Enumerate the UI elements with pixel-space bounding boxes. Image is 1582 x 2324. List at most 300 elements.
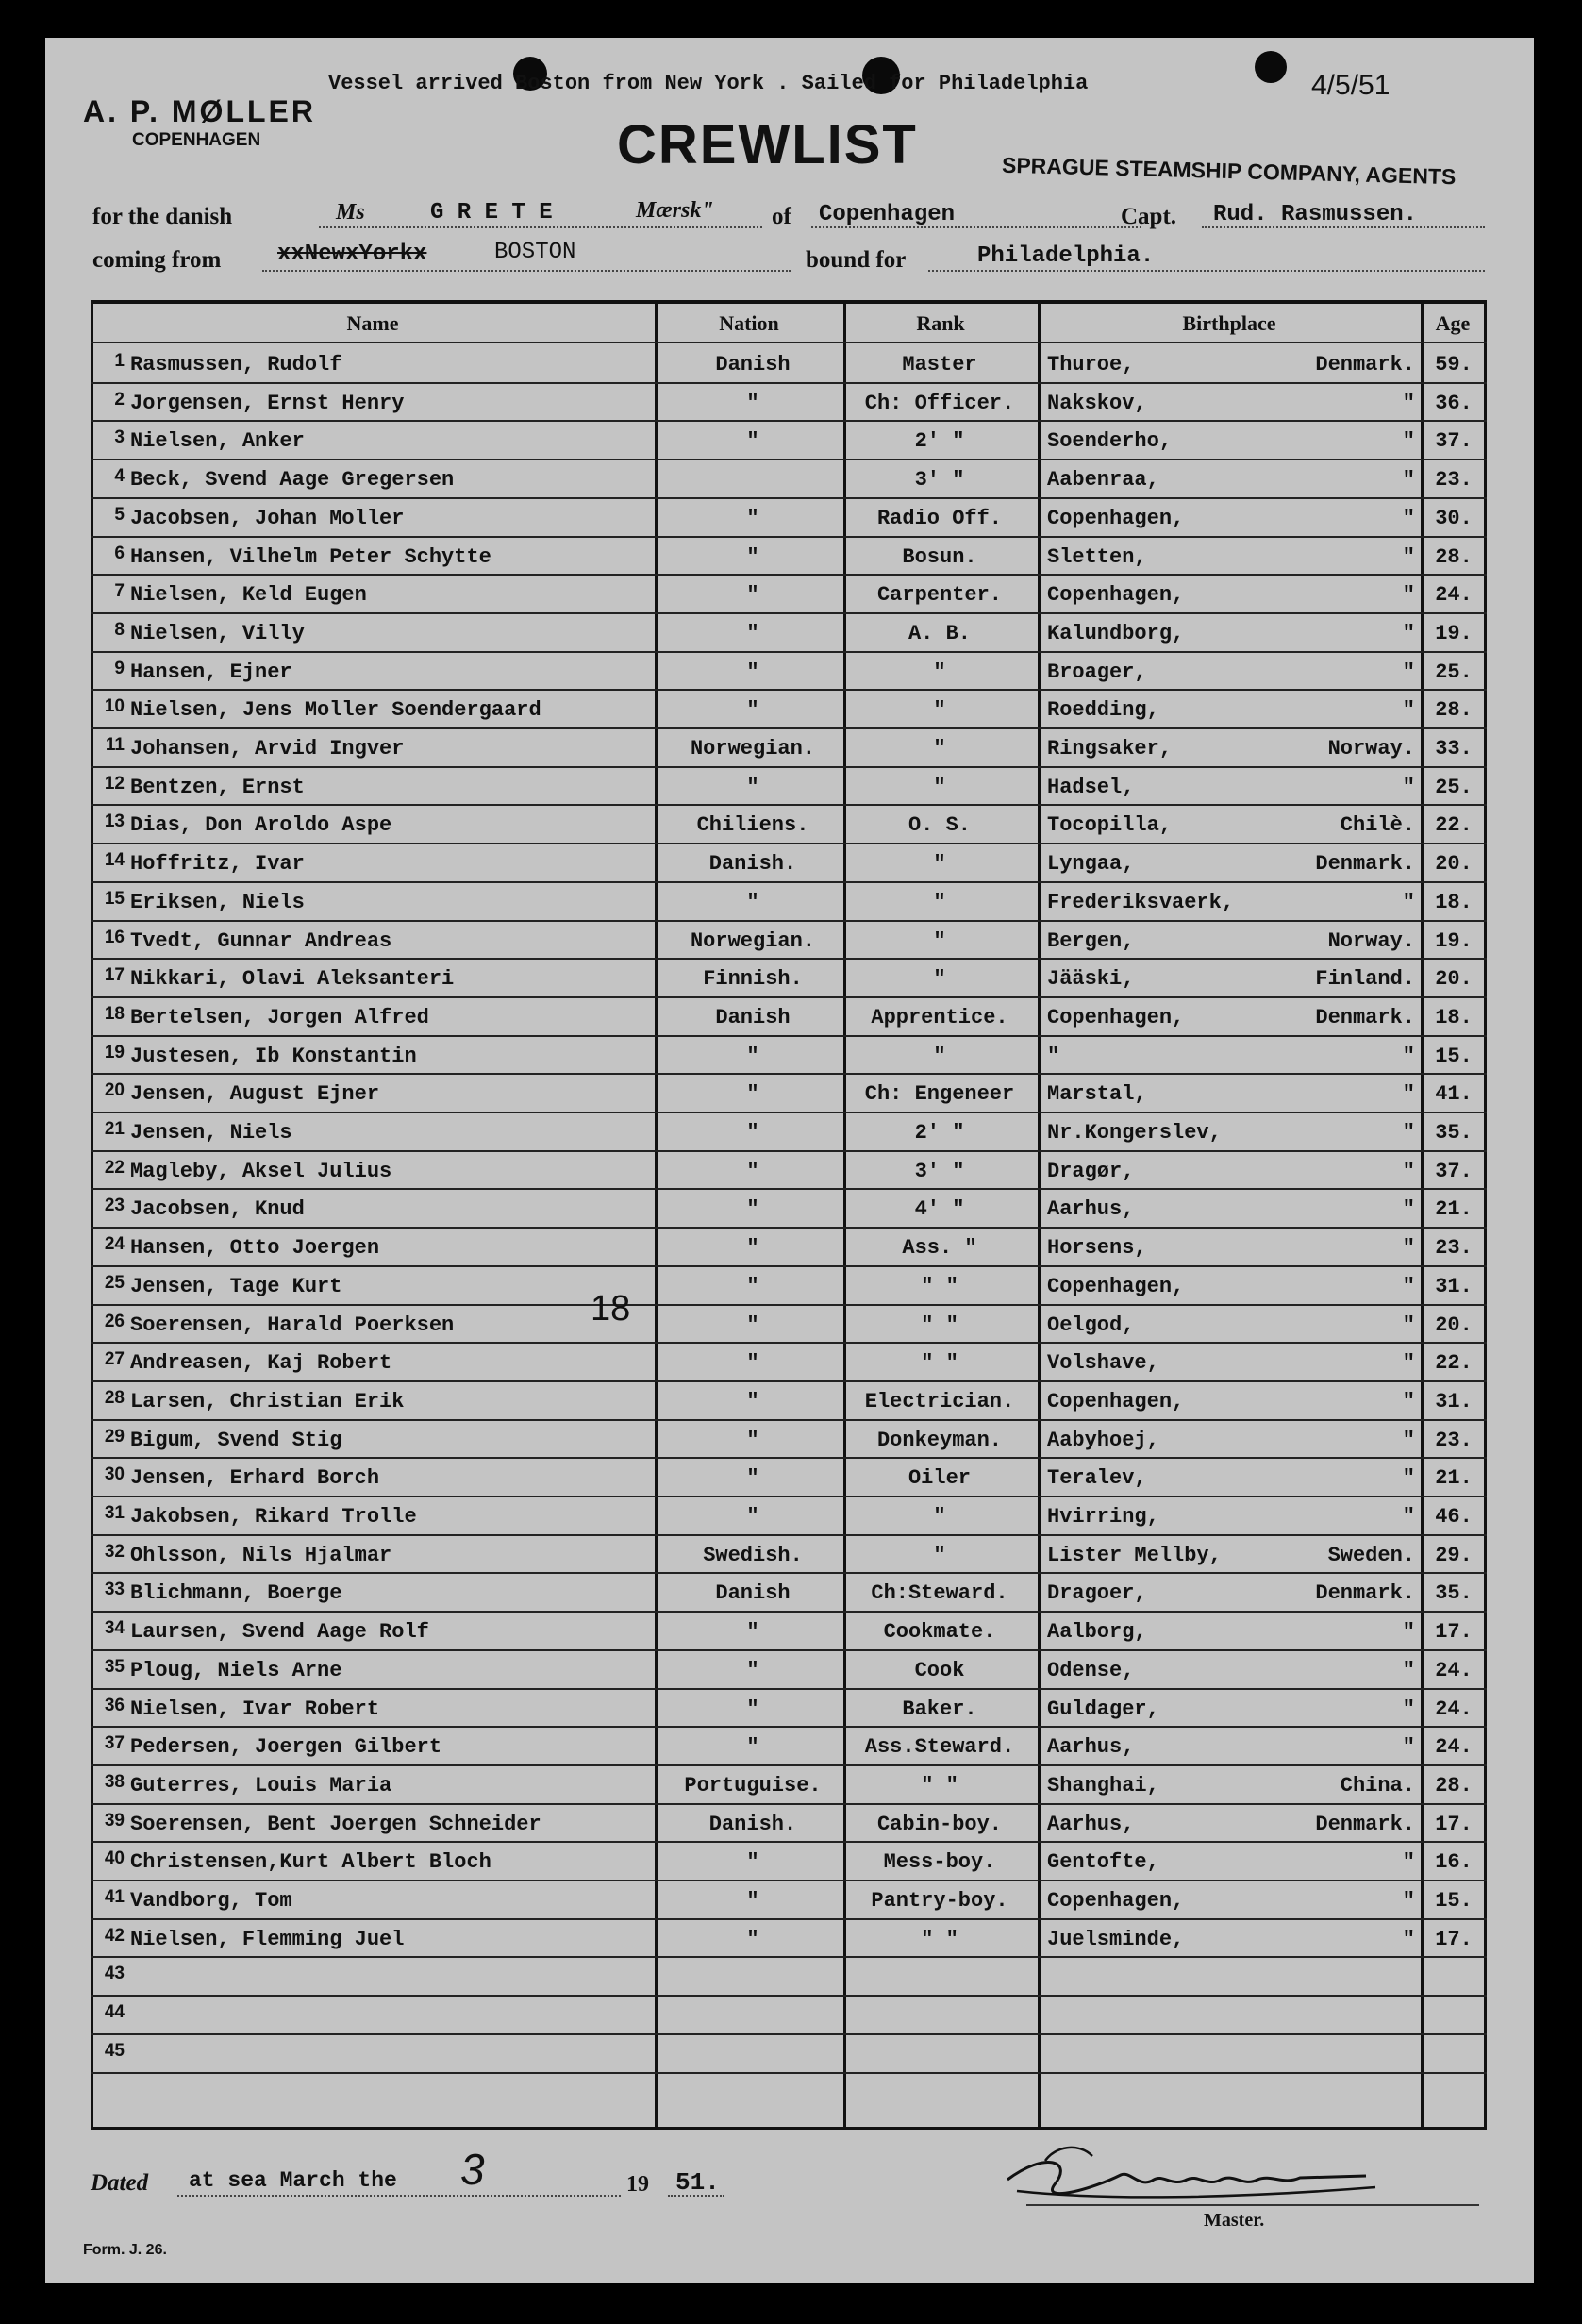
row-rule bbox=[91, 1112, 1487, 1113]
dated-label: Dated bbox=[91, 2170, 149, 2196]
crew-name: Bertelsen, Jorgen Alfred bbox=[130, 1005, 429, 1029]
crew-age: 24. bbox=[1435, 583, 1473, 608]
row-number: 39 bbox=[104, 1810, 125, 1831]
row-rule bbox=[91, 1764, 1487, 1766]
row-rule bbox=[91, 1803, 1487, 1805]
bound-for-underline bbox=[928, 270, 1485, 272]
row-number: 10 bbox=[104, 696, 125, 717]
crew-rank: " bbox=[933, 852, 946, 877]
crew-age: 29. bbox=[1435, 1543, 1473, 1567]
row-rule bbox=[91, 574, 1487, 576]
crew-nation: " bbox=[746, 698, 759, 723]
crew-birth-country: " bbox=[1402, 429, 1415, 454]
crew-rank: Cabin-boy. bbox=[876, 1812, 1003, 1836]
crew-nation: Danish. bbox=[708, 1812, 797, 1836]
row-number: 35 bbox=[104, 1656, 125, 1677]
crew-rank: " bbox=[933, 775, 946, 799]
crew-birth-country: Norway. bbox=[1327, 737, 1415, 761]
ship-name: G R E T E bbox=[430, 200, 553, 226]
crew-name: Ohlsson, Nils Hjalmar bbox=[130, 1543, 392, 1567]
crew-nation: " bbox=[746, 1082, 759, 1107]
crew-age: 46. bbox=[1435, 1505, 1473, 1529]
crew-nation: " bbox=[746, 429, 759, 454]
crew-rank: Electrician. bbox=[864, 1389, 1015, 1413]
crew-rank: " bbox=[933, 1505, 946, 1529]
crew-birth-town: Aarhus, bbox=[1047, 1197, 1135, 1222]
row-rule bbox=[91, 459, 1487, 460]
crew-rank: " bbox=[933, 660, 946, 684]
crew-birth-town: Marstal, bbox=[1047, 1082, 1147, 1107]
crew-nation: " bbox=[746, 1389, 759, 1413]
row-rule bbox=[91, 1611, 1487, 1613]
crew-rank: " bbox=[933, 698, 946, 723]
row-number: 34 bbox=[104, 1618, 125, 1639]
row-number: 6 bbox=[114, 543, 125, 563]
of-label: of bbox=[772, 204, 791, 229]
crew-nation: " bbox=[746, 890, 759, 914]
crew-rank: " bbox=[933, 967, 946, 992]
bound-for-port: Philadelphia. bbox=[977, 243, 1155, 269]
crew-name: Soerensen, Bent Joergen Schneider bbox=[130, 1812, 541, 1836]
crew-nation: " bbox=[746, 660, 759, 684]
crew-age: 37. bbox=[1435, 1159, 1473, 1183]
row-rule bbox=[91, 651, 1487, 653]
crew-birth-town: Aabyhoej, bbox=[1047, 1428, 1159, 1452]
row-rule bbox=[91, 1496, 1487, 1497]
crew-birth-town: Dragoer, bbox=[1047, 1581, 1147, 1606]
crew-nation: " bbox=[746, 391, 759, 415]
crew-rank: " " bbox=[921, 1927, 958, 1951]
crew-name: Nikkari, Olavi Aleksanteri bbox=[130, 967, 455, 992]
crew-rank: 2' " bbox=[914, 1121, 965, 1145]
row-rule bbox=[91, 382, 1487, 384]
crew-birth-town: Tocopilla, bbox=[1047, 813, 1173, 838]
crew-age: 21. bbox=[1435, 1466, 1473, 1491]
crew-rank: " " bbox=[921, 1274, 958, 1298]
year-value: 51. bbox=[675, 2168, 720, 2197]
crew-birth-town: Aabenraa, bbox=[1047, 468, 1159, 493]
agents-stamp: SPRAGUE STEAMSHIP COMPANY, AGENTS bbox=[1001, 152, 1457, 190]
crew-nation: " bbox=[746, 1044, 759, 1068]
crew-birth-town: Jääski, bbox=[1047, 967, 1135, 992]
crew-birth-town: Lister Mellby, bbox=[1047, 1543, 1222, 1567]
row-number: 32 bbox=[104, 1541, 125, 1562]
row-rule bbox=[91, 1188, 1487, 1190]
crew-age: 17. bbox=[1435, 1620, 1473, 1645]
handwritten-date: 4/5/51 bbox=[1311, 70, 1390, 101]
row-rule bbox=[91, 1342, 1487, 1344]
crew-name: Bigum, Svend Stig bbox=[130, 1428, 342, 1452]
row-rule bbox=[91, 612, 1487, 614]
crew-name: Jacobsen, Johan Moller bbox=[130, 506, 405, 530]
column-header-nation: Nation bbox=[719, 311, 779, 335]
crew-list-document bbox=[45, 38, 1534, 2283]
crew-age: 22. bbox=[1435, 1351, 1473, 1376]
crew-age: 23. bbox=[1435, 1236, 1473, 1261]
dated-place: at sea March the bbox=[189, 2168, 397, 2193]
crew-birth-country: " bbox=[1402, 1505, 1415, 1529]
crew-name: Jensen, Niels bbox=[130, 1121, 292, 1145]
crew-rank: A. B. bbox=[908, 621, 971, 645]
crew-birth-town: Copenhagen, bbox=[1047, 506, 1185, 530]
master-label: Master. bbox=[1204, 2210, 1265, 2231]
row-rule bbox=[91, 689, 1487, 691]
crew-age: 31. bbox=[1435, 1389, 1473, 1413]
crew-birth-town: Guldager, bbox=[1047, 1697, 1159, 1721]
crew-age: 16. bbox=[1435, 1850, 1473, 1875]
row-number: 2 bbox=[114, 389, 125, 410]
ship-underline bbox=[319, 226, 762, 228]
crew-name: Nielsen, Keld Eugen bbox=[130, 583, 367, 608]
crew-rank: Ass. " bbox=[902, 1236, 977, 1261]
crew-name: Nielsen, Ivar Robert bbox=[130, 1697, 380, 1721]
crew-birth-town: Aarhus, bbox=[1047, 1812, 1135, 1836]
crew-rank: Ch:Steward. bbox=[871, 1581, 1008, 1606]
row-rule bbox=[91, 1841, 1487, 1843]
ship-name-second: Mærsk" bbox=[636, 198, 714, 223]
dated-underline bbox=[177, 2195, 621, 2197]
row-number: 19 bbox=[104, 1042, 125, 1062]
crew-rank: 4' " bbox=[914, 1197, 965, 1222]
crew-birth-town: Copenhagen, bbox=[1047, 583, 1185, 608]
crew-birth-country: " bbox=[1402, 1197, 1415, 1222]
crew-rank: Oiler bbox=[908, 1466, 971, 1491]
crew-birth-country: Norway. bbox=[1327, 928, 1415, 953]
crew-nation: Portuguise. bbox=[684, 1773, 822, 1797]
crew-age: 23. bbox=[1435, 1428, 1473, 1452]
crew-name: Andreasen, Kaj Robert bbox=[130, 1351, 392, 1376]
row-number: 23 bbox=[104, 1195, 125, 1216]
crew-nation: " bbox=[746, 775, 759, 799]
row-number: 31 bbox=[104, 1503, 125, 1523]
crew-age: 18. bbox=[1435, 890, 1473, 914]
row-rule bbox=[91, 958, 1487, 960]
crew-nation: " bbox=[746, 621, 759, 645]
row-rule bbox=[91, 1534, 1487, 1536]
crew-name: Ploug, Niels Arne bbox=[130, 1658, 342, 1682]
crew-rank: Radio Off. bbox=[876, 506, 1003, 530]
crew-rank: Ass.Steward. bbox=[864, 1735, 1015, 1760]
crew-birth-town: Bergen, bbox=[1047, 928, 1135, 953]
crew-age: 41. bbox=[1435, 1082, 1473, 1107]
row-rule bbox=[91, 1304, 1487, 1306]
row-rule bbox=[91, 1956, 1487, 1958]
crew-nation: Chiliens. bbox=[696, 813, 809, 838]
crew-nation: " bbox=[746, 1236, 759, 1261]
crew-birth-town: Juelsminde, bbox=[1047, 1927, 1185, 1951]
crew-birth-town: Lyngaa, bbox=[1047, 852, 1135, 877]
row-number: 41 bbox=[104, 1887, 125, 1907]
column-header-name: Name bbox=[346, 311, 399, 335]
coming-from-struck: xxNewxYorkx bbox=[277, 242, 427, 267]
crew-name: Jensen, Tage Kurt bbox=[130, 1274, 342, 1298]
crew-birth-country: " bbox=[1402, 1389, 1415, 1413]
crew-birth-country: " bbox=[1402, 890, 1415, 914]
crew-name: Jensen, August Ejner bbox=[130, 1082, 380, 1107]
crew-rank: Pantry-boy. bbox=[871, 1889, 1008, 1913]
crew-name: Jakobsen, Rikard Trolle bbox=[130, 1505, 417, 1529]
crew-name: Nielsen, Anker bbox=[130, 429, 305, 454]
document-title: CREWLIST bbox=[617, 114, 918, 176]
crew-name: Nielsen, Flemming Juel bbox=[130, 1927, 405, 1951]
crew-name: Bentzen, Ernst bbox=[130, 775, 305, 799]
crew-age: 17. bbox=[1435, 1812, 1473, 1836]
crew-birth-country: " bbox=[1402, 1121, 1415, 1145]
crew-name: Jacobsen, Knud bbox=[130, 1197, 305, 1222]
crew-age: 37. bbox=[1435, 429, 1473, 454]
crew-age: 28. bbox=[1435, 1773, 1473, 1797]
crew-age: 28. bbox=[1435, 698, 1473, 723]
company-name: A. P. MØLLER bbox=[83, 94, 316, 128]
row-number: 1 bbox=[114, 351, 125, 371]
crew-birth-town: Kalundborg, bbox=[1047, 621, 1185, 645]
row-rule bbox=[91, 1150, 1487, 1152]
row-rule bbox=[91, 843, 1487, 844]
crew-birth-country: " bbox=[1402, 698, 1415, 723]
row-number: 9 bbox=[114, 658, 125, 678]
row-number: 25 bbox=[104, 1272, 125, 1293]
crew-birth-town: Odense, bbox=[1047, 1658, 1135, 1682]
row-number: 7 bbox=[114, 581, 125, 602]
crew-nation: Danish bbox=[715, 1005, 791, 1029]
crew-nation: " bbox=[746, 1312, 759, 1337]
crew-birth-town: Oelgod, bbox=[1047, 1312, 1135, 1337]
row-rule bbox=[91, 1880, 1487, 1881]
crew-name: Jensen, Erhard Borch bbox=[130, 1466, 380, 1491]
form-number: Form. J. 26. bbox=[83, 2242, 167, 2258]
crew-birth-town: Nakskov, bbox=[1047, 391, 1147, 415]
crew-nation: Danish bbox=[715, 1581, 791, 1606]
crew-name: Pedersen, Joergen Gilbert bbox=[130, 1735, 442, 1760]
row-rule bbox=[91, 1419, 1487, 1421]
crew-rank: O. S. bbox=[908, 813, 971, 838]
row-rule bbox=[91, 2033, 1487, 2035]
crew-age: 25. bbox=[1435, 660, 1473, 684]
row-number: 21 bbox=[104, 1119, 125, 1139]
row-rule bbox=[91, 1265, 1487, 1267]
crew-rank: Cook bbox=[914, 1658, 965, 1682]
crew-name: Hansen, Ejner bbox=[130, 660, 292, 684]
crew-nation: " bbox=[746, 544, 759, 569]
crew-birth-country: Denmark. bbox=[1315, 1812, 1415, 1836]
crew-birth-country: " bbox=[1402, 1159, 1415, 1183]
crew-birth-country: Denmark. bbox=[1315, 1581, 1415, 1606]
crew-nation: " bbox=[746, 1121, 759, 1145]
crew-nation: " bbox=[746, 1658, 759, 1682]
dated-day: 3 bbox=[460, 2145, 485, 2194]
crew-birth-town: Hadsel, bbox=[1047, 775, 1135, 799]
row-rule bbox=[91, 920, 1487, 922]
row-number: 43 bbox=[104, 1964, 125, 1984]
crew-birth-country: " bbox=[1402, 1620, 1415, 1645]
column-divider bbox=[1038, 304, 1041, 2127]
crew-birth-town: Teralev, bbox=[1047, 1466, 1147, 1491]
row-number: 4 bbox=[114, 466, 125, 487]
crew-rank: Bosun. bbox=[902, 544, 977, 569]
crew-birth-town: Sletten, bbox=[1047, 544, 1147, 569]
crew-name: Nielsen, Villy bbox=[130, 621, 305, 645]
crew-age: 25. bbox=[1435, 775, 1473, 799]
crew-birth-country: Chilè. bbox=[1340, 813, 1415, 838]
crew-rank: Apprentice. bbox=[871, 1005, 1008, 1029]
crew-age: 36. bbox=[1435, 391, 1473, 415]
crew-nation: Danish bbox=[715, 353, 791, 376]
crew-name: Justesen, Ib Konstantin bbox=[130, 1044, 417, 1068]
row-number: 42 bbox=[104, 1925, 125, 1946]
crew-birth-country: " bbox=[1402, 1082, 1415, 1107]
crew-birth-town: Volshave, bbox=[1047, 1351, 1159, 1376]
for-label: for the danish bbox=[92, 204, 233, 229]
crew-rank: " bbox=[933, 1543, 946, 1567]
crew-birth-town: Copenhagen, bbox=[1047, 1005, 1185, 1029]
crew-age: 18. bbox=[1435, 1005, 1473, 1029]
crew-rank: Ch: Officer. bbox=[864, 391, 1015, 415]
row-number: 30 bbox=[104, 1464, 125, 1485]
crew-birth-town: Gentofte, bbox=[1047, 1850, 1159, 1875]
crew-age: 28. bbox=[1435, 544, 1473, 569]
crew-birth-town: Horsens, bbox=[1047, 1236, 1147, 1261]
crew-age: 21. bbox=[1435, 1197, 1473, 1222]
crew-nation: Norwegian. bbox=[690, 737, 816, 761]
crew-birth-country: " bbox=[1402, 1351, 1415, 1376]
crew-rank: " " bbox=[921, 1351, 958, 1376]
row-rule bbox=[91, 1035, 1487, 1037]
row-rule bbox=[91, 1726, 1487, 1728]
row-number: 28 bbox=[104, 1387, 125, 1408]
crew-age: 20. bbox=[1435, 967, 1473, 992]
column-divider bbox=[655, 304, 658, 2127]
crew-rank: 2' " bbox=[914, 429, 965, 454]
crew-birth-country: " bbox=[1402, 1428, 1415, 1452]
row-rule bbox=[91, 1572, 1487, 1574]
crew-name: Hoffritz, Ivar bbox=[130, 852, 305, 877]
row-number: 17 bbox=[104, 965, 125, 986]
row-number: 36 bbox=[104, 1695, 125, 1715]
crew-table bbox=[91, 304, 1487, 2130]
crew-rank: Mess-boy. bbox=[883, 1850, 996, 1875]
crew-nation: " bbox=[746, 1735, 759, 1760]
row-number: 15 bbox=[104, 888, 125, 909]
row-rule bbox=[91, 881, 1487, 883]
crew-nation: Swedish. bbox=[703, 1543, 803, 1567]
crew-nation: " bbox=[746, 1197, 759, 1222]
column-header-birthplace: Birthplace bbox=[1182, 311, 1276, 335]
crew-name: Blichmann, Boerge bbox=[130, 1581, 342, 1606]
crew-name: Hansen, Otto Joergen bbox=[130, 1236, 380, 1261]
crew-rank: Cookmate. bbox=[883, 1620, 996, 1645]
row-number: 20 bbox=[104, 1080, 125, 1101]
crew-rank: " bbox=[933, 890, 946, 914]
crew-name: Nielsen, Jens Moller Soendergaard bbox=[130, 698, 541, 723]
crew-age: 35. bbox=[1435, 1581, 1473, 1606]
crew-name: Christensen,Kurt Albert Bloch bbox=[130, 1850, 491, 1875]
crew-nation: " bbox=[746, 583, 759, 608]
crew-rank: " " bbox=[921, 1312, 958, 1337]
row-rule bbox=[91, 1457, 1487, 1459]
crew-age: 19. bbox=[1435, 928, 1473, 953]
crew-birth-town: Broager, bbox=[1047, 660, 1147, 684]
row-number: 14 bbox=[104, 850, 125, 871]
company-city: COPENHAGEN bbox=[132, 130, 261, 150]
crew-age: 22. bbox=[1435, 813, 1473, 838]
crew-birth-country: China. bbox=[1340, 1773, 1415, 1797]
crew-rank: Donkeyman. bbox=[876, 1428, 1003, 1452]
crew-rank: 3' " bbox=[914, 1159, 965, 1183]
row-rule bbox=[91, 727, 1487, 729]
crew-birth-country: Denmark. bbox=[1315, 852, 1415, 877]
home-port: Copenhagen bbox=[819, 202, 956, 227]
crew-birth-town: Copenhagen, bbox=[1047, 1274, 1185, 1298]
row-number: 24 bbox=[104, 1234, 125, 1255]
column-header-age: Age bbox=[1435, 311, 1471, 335]
crew-age: 24. bbox=[1435, 1697, 1473, 1721]
crew-birth-town: Aarhus, bbox=[1047, 1735, 1135, 1760]
crew-name: Magleby, Aksel Julius bbox=[130, 1159, 392, 1183]
crew-birth-country: Denmark. bbox=[1315, 353, 1415, 376]
crew-nation: Finnish. bbox=[703, 967, 803, 992]
crew-nation: " bbox=[746, 1889, 759, 1913]
crew-birth-country: " bbox=[1402, 391, 1415, 415]
crew-name: Rasmussen, Rudolf bbox=[130, 353, 342, 376]
crew-rank: Ch: Engeneer bbox=[864, 1082, 1015, 1107]
row-number: 37 bbox=[104, 1733, 125, 1754]
crew-name: Hansen, Vilhelm Peter Schytte bbox=[130, 544, 491, 569]
row-rule bbox=[91, 1073, 1487, 1075]
crew-rank: " bbox=[933, 928, 946, 953]
crew-birth-country: " bbox=[1402, 1312, 1415, 1337]
crew-name: Tvedt, Gunnar Andreas bbox=[130, 928, 392, 953]
crew-rank: " bbox=[933, 1044, 946, 1068]
crew-birth-town: Roedding, bbox=[1047, 698, 1159, 723]
row-number: 27 bbox=[104, 1349, 125, 1370]
crew-age: 30. bbox=[1435, 506, 1473, 530]
crew-age: 24. bbox=[1435, 1735, 1473, 1760]
row-rule bbox=[91, 2072, 1487, 2074]
vessel-arrival-note: Vessel arrived Boston from New York . Sailed for Philadelphia bbox=[328, 72, 1089, 95]
row-rule bbox=[91, 766, 1487, 768]
crew-name: Eriksen, Niels bbox=[130, 890, 305, 914]
crew-birth-town: Copenhagen, bbox=[1047, 1389, 1185, 1413]
row-number: 45 bbox=[104, 2040, 125, 2061]
row-number: 8 bbox=[114, 619, 125, 640]
crew-birth-country: " bbox=[1402, 468, 1415, 493]
crew-age: 19. bbox=[1435, 621, 1473, 645]
crew-age: 20. bbox=[1435, 1312, 1473, 1337]
row-number: 3 bbox=[114, 427, 125, 448]
captain-label: Capt. bbox=[1121, 204, 1177, 229]
crew-name: Dias, Don Aroldo Aspe bbox=[130, 813, 392, 838]
crew-birth-country: Sweden. bbox=[1327, 1543, 1415, 1567]
crew-birth-country: " bbox=[1402, 1044, 1415, 1068]
crew-birth-country: " bbox=[1402, 1697, 1415, 1721]
crew-birth-country: " bbox=[1402, 621, 1415, 645]
crew-birth-town: Dragør, bbox=[1047, 1159, 1135, 1183]
crew-birth-town: Ringsaker, bbox=[1047, 737, 1173, 761]
crew-age: 23. bbox=[1435, 468, 1473, 493]
row-number: 13 bbox=[104, 811, 125, 832]
column-header-rank: Rank bbox=[916, 311, 965, 335]
crew-nation: Danish. bbox=[708, 852, 797, 877]
row-number: 11 bbox=[105, 735, 125, 755]
crew-name: Laursen, Svend Aage Rolf bbox=[130, 1620, 429, 1645]
row-number: 38 bbox=[104, 1771, 125, 1792]
punch-hole bbox=[1255, 51, 1287, 83]
crew-age: 35. bbox=[1435, 1121, 1473, 1145]
crew-nation: Norwegian. bbox=[690, 928, 816, 953]
crew-birth-country: " bbox=[1402, 506, 1415, 530]
coming-from-label: coming from bbox=[92, 247, 222, 273]
coming-from-underline bbox=[262, 270, 791, 272]
